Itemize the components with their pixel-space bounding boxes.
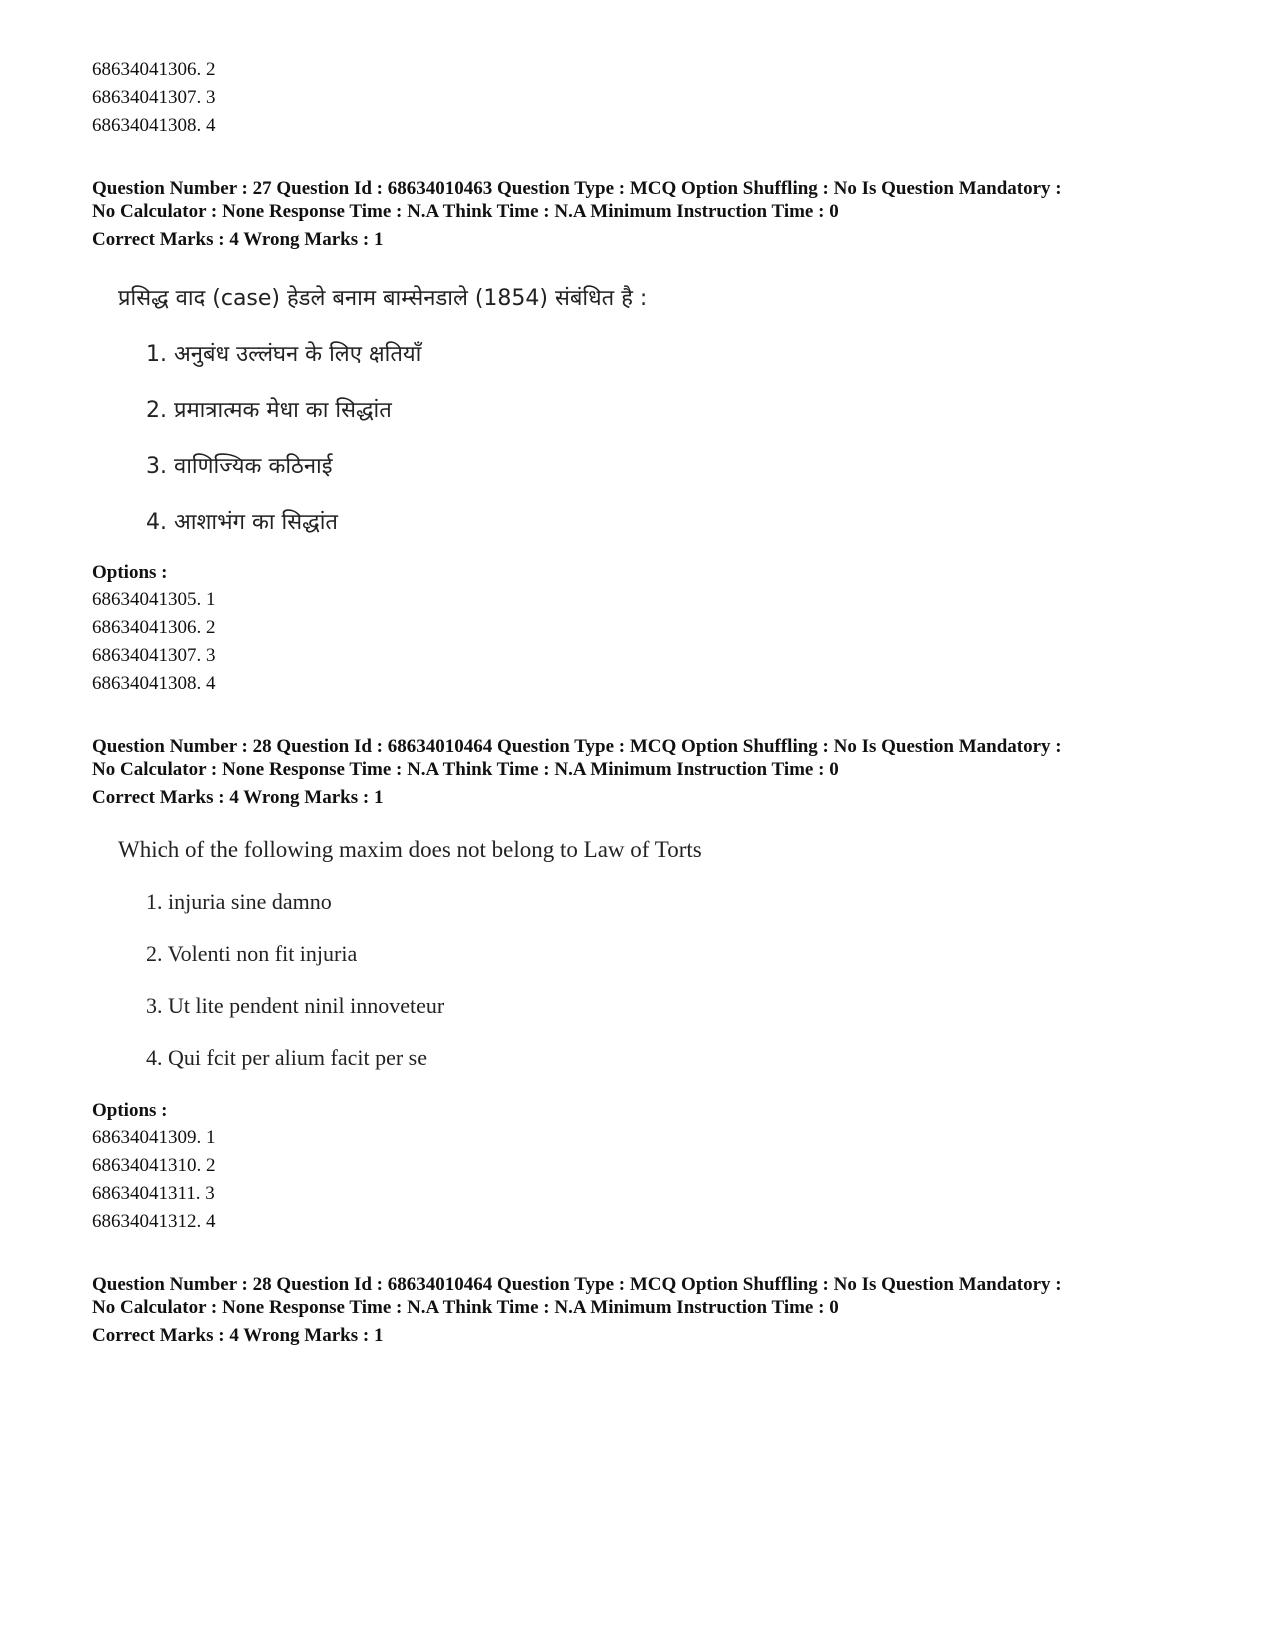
option-item: 68634041308. 4: [92, 115, 216, 136]
option-item: 68634041307. 3: [92, 645, 216, 666]
question-28-repeat-marks: Correct Marks : 4 Wrong Marks : 1: [92, 1325, 384, 1346]
question-28-choice: 1. injuria sine damno: [146, 889, 332, 914]
question-28-text: Which of the following maxim does not belong to Law of Torts: [118, 837, 702, 862]
option-item: 68634041307. 3: [92, 87, 216, 108]
question-28-choice: 4. Qui fcit per alium facit per se: [146, 1045, 428, 1070]
question-27-choice: 1. अनुबंध उल्लंघन के लिए क्षतियाँ: [146, 342, 422, 367]
question-27-header-line1: Question Number : 27 Question Id : 68634010463 Question Type : MCQ Option Shuffling : No Is Question Mandatory :: [92, 178, 1062, 199]
option-item: 68634041306. 2: [92, 617, 216, 638]
option-item: 68634041310. 2: [92, 1155, 216, 1176]
question-27-text: प्रसिद्ध वाद (case) हेडले बनाम बाम्सेनडाले (1854) संबंधित है :: [118, 286, 648, 311]
question-27-options-label: Options :: [92, 562, 168, 583]
question-28-options-label: Options :: [92, 1100, 168, 1121]
option-item: 68634041311. 3: [92, 1183, 215, 1204]
question-28-header-line2: No Calculator : None Response Time : N.A Think Time : N.A Minimum Instruction Time : 0: [92, 759, 839, 780]
option-item: 68634041305. 1: [92, 589, 216, 610]
question-27-choice: 2. प्रमात्रात्मक मेधा का सिद्धांत: [146, 398, 392, 423]
question-28-header-line1: Question Number : 28 Question Id : 68634010464 Question Type : MCQ Option Shuffling : No Is Question Mandatory :: [92, 736, 1062, 757]
question-28-repeat-header-line1: Question Number : 28 Question Id : 68634010464 Question Type : MCQ Option Shuffling : No Is Question Mandatory :: [92, 1274, 1062, 1295]
option-item: 68634041312. 4: [92, 1211, 216, 1232]
question-28-choice: 2. Volenti non fit injuria: [146, 941, 358, 966]
question-27-marks: Correct Marks : 4 Wrong Marks : 1: [92, 229, 384, 250]
option-item: 68634041309. 1: [92, 1127, 216, 1148]
option-item: 68634041308. 4: [92, 673, 216, 694]
question-28-choice: 3. Ut lite pendent ninil innoveteur: [146, 993, 445, 1018]
question-28-marks: Correct Marks : 4 Wrong Marks : 1: [92, 787, 384, 808]
question-27-choice: 4. आशाभंग का सिद्धांत: [146, 510, 338, 535]
question-27-choice: 3. वाणिज्यिक कठिनाई: [146, 454, 333, 479]
question-27-header-line2: No Calculator : None Response Time : N.A Think Time : N.A Minimum Instruction Time : 0: [92, 201, 839, 222]
question-28-repeat-header-line2: No Calculator : None Response Time : N.A Think Time : N.A Minimum Instruction Time : 0: [92, 1297, 839, 1318]
option-item: 68634041306. 2: [92, 59, 216, 80]
